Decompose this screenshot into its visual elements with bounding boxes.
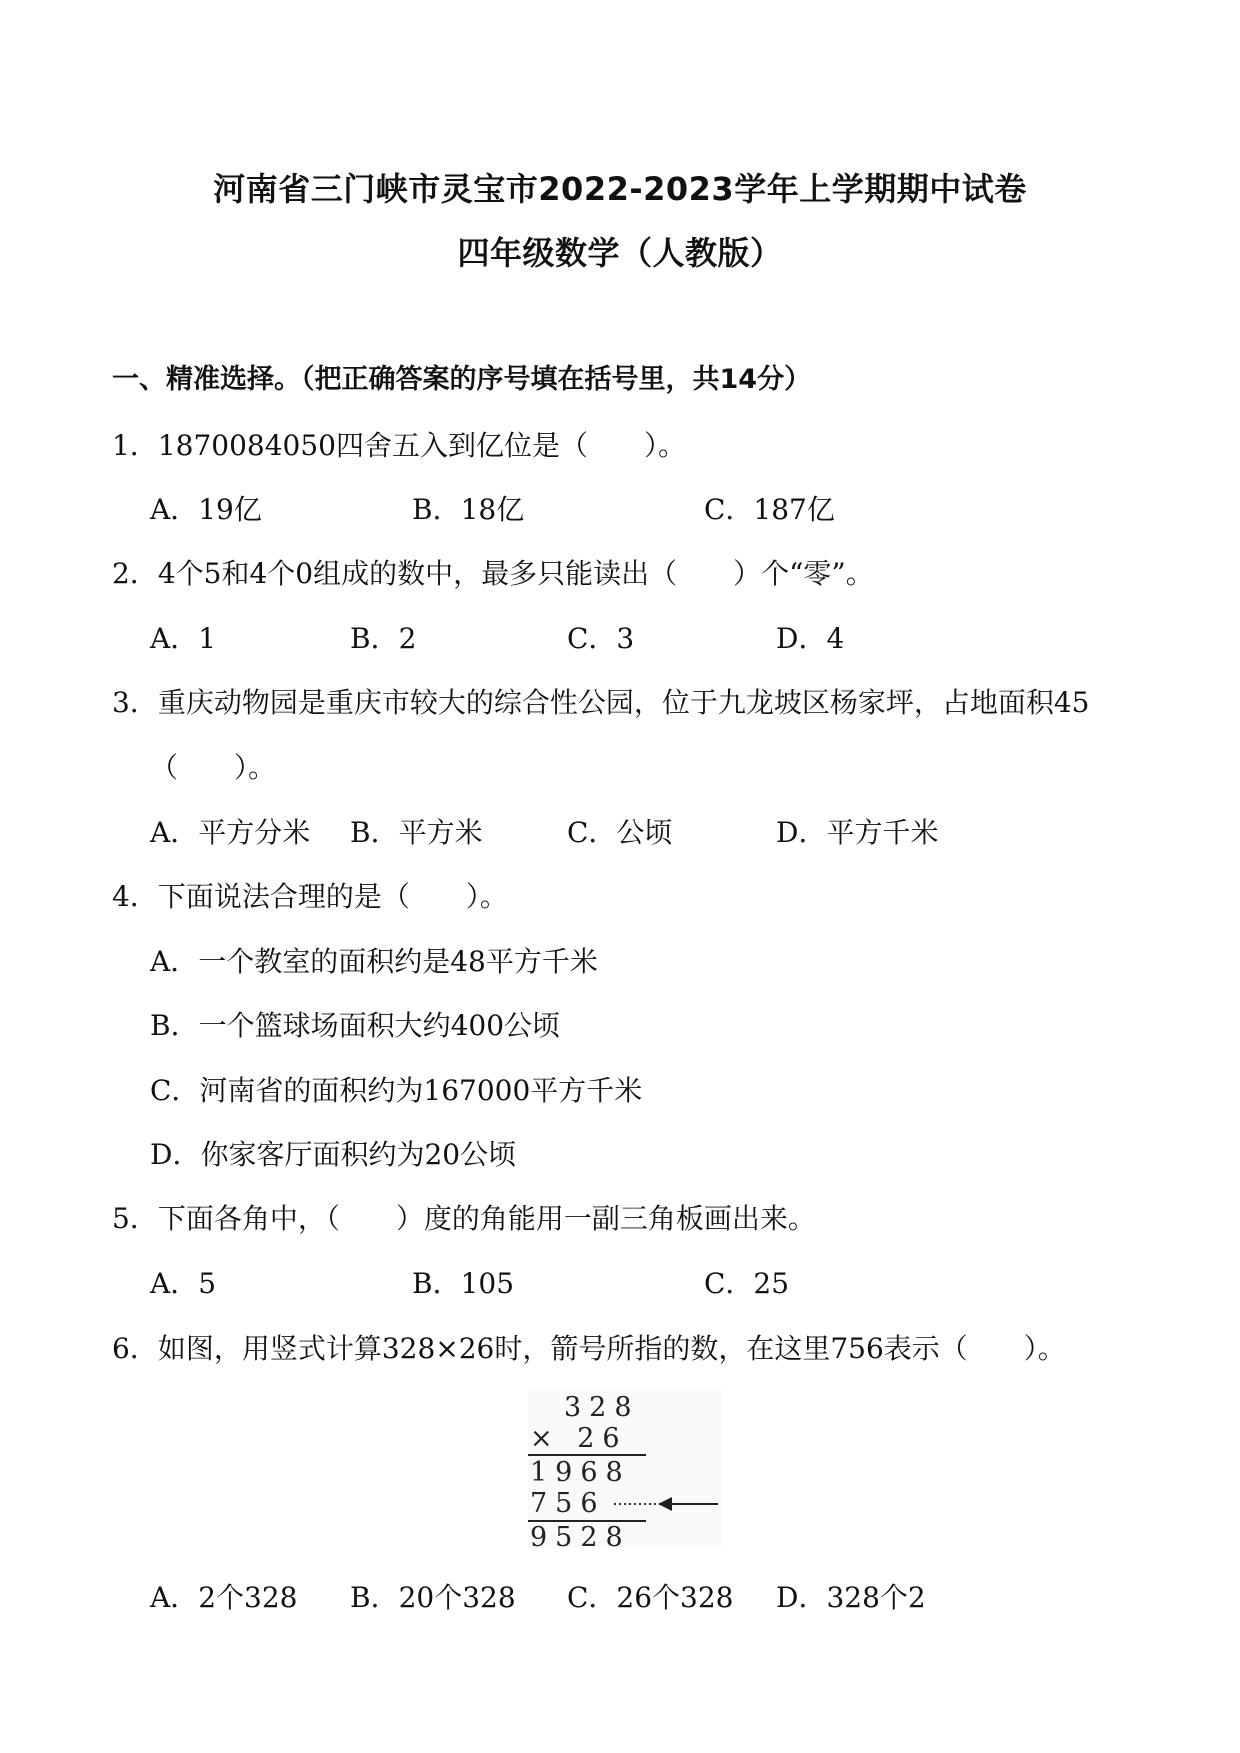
question-1-option-c: C．187亿 xyxy=(704,493,835,526)
question-1-option-b: B．18亿 xyxy=(412,493,525,526)
question-2-option-d: D．4 xyxy=(776,622,845,655)
question-1-option-a: A．19亿 xyxy=(150,493,262,526)
question-2-option-c: C．3 xyxy=(567,622,635,655)
question-5-option-c: C．25 xyxy=(704,1267,790,1300)
question-6-option-d: D．328个2 xyxy=(776,1581,926,1614)
exam-subtitle: 四年级数学（人教版） xyxy=(457,234,783,272)
question-4-option-c: C．河南省的面积约为167000平方千米 xyxy=(150,1074,643,1107)
exam-title: 河南省三门峡市灵宝市2022-2023学年上学期期中试卷 xyxy=(213,170,1027,208)
multiplicand-row: 328 xyxy=(564,1392,640,1423)
question-6-stem: 6．如图，用竖式计算328×26时，箭号所指的数，在这里756表示（ ）。 xyxy=(112,1332,1066,1365)
partial-product-1: 1968 xyxy=(530,1457,631,1488)
question-6-option-c: C．26个328 xyxy=(567,1581,734,1614)
multiplier-row: × 26 xyxy=(530,1423,628,1454)
question-6-option-a: A．2个328 xyxy=(150,1581,298,1614)
question-5-option-b: B．105 xyxy=(412,1267,515,1300)
question-4-option-a: A．一个教室的面积约是48平方千米 xyxy=(150,945,598,978)
question-6-option-b: B．20个328 xyxy=(350,1581,516,1614)
question-3-option-b: B．平方米 xyxy=(350,816,483,849)
question-5-option-a: A．5 xyxy=(150,1267,217,1300)
question-4-stem: 4．下面说法合理的是（ ）。 xyxy=(112,880,508,913)
question-3-stem: 3．重庆动物园是重庆市较大的综合性公园，位于九龙坡区杨家坪，占地面积45 xyxy=(112,686,1090,719)
section-heading: 一、精准选择。（把正确答案的序号填在括号里，共14分） xyxy=(112,364,812,395)
question-3-stem-continued: （ ）。 xyxy=(150,751,277,784)
question-5-stem: 5．下面各角中，（ ）度的角能用一副三角板画出来。 xyxy=(112,1202,816,1235)
question-1-stem: 1．1870084050四舍五入到亿位是（ ）。 xyxy=(112,429,686,462)
question-2-option-a: A．1 xyxy=(150,622,217,655)
question-3-option-c: C．公顷 xyxy=(567,816,673,849)
question-3-option-a: A．平方分米 xyxy=(150,816,311,849)
question-2-stem: 2．4个5和4个0组成的数中，最多只能读出（ ）个“零”。 xyxy=(112,557,874,590)
arrow-left-icon xyxy=(658,1497,672,1511)
question-4-option-b: B．一个篮球场面积大约400公顷 xyxy=(150,1009,561,1042)
question-4-option-d: D．你家客厅面积约为20公顷 xyxy=(150,1138,517,1171)
multiplication-diagram xyxy=(528,1390,722,1548)
question-2-option-b: B．2 xyxy=(350,622,417,655)
product-row: 9528 xyxy=(530,1522,631,1548)
vertical-multiplication-figure xyxy=(528,1390,722,1548)
question-3-option-d: D．平方千米 xyxy=(776,816,939,849)
partial-product-2: 756 xyxy=(530,1488,606,1519)
